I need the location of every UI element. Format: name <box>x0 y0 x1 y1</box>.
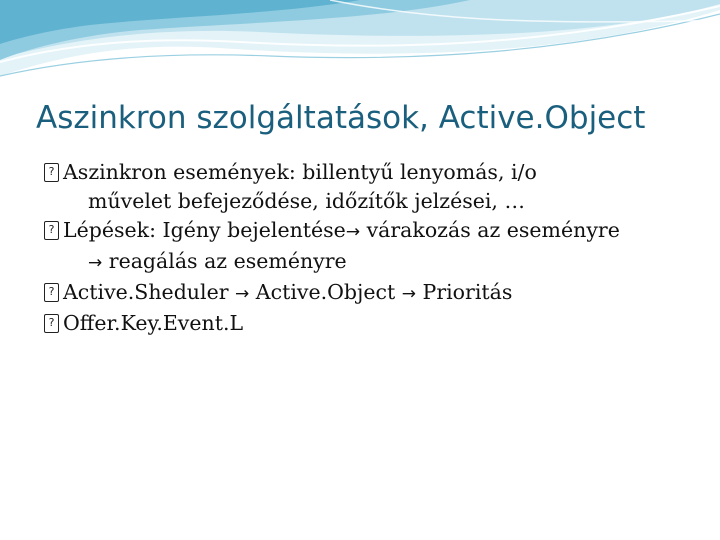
bullet-text: várakozás az eseményre <box>360 218 620 242</box>
bullet-item-offer-key-event <box>44 309 694 338</box>
arrow-right-icon: → <box>345 222 361 242</box>
bullet-text-continuation: művelet befejeződése, időzítők jelzései, … <box>88 189 525 213</box>
arrow-right-icon: → <box>88 253 103 273</box>
arrow-right-icon: → <box>235 284 250 304</box>
bullet-text: Lépések: Igény bejelentése <box>63 218 346 242</box>
bullet-icon: ? <box>44 283 59 302</box>
bullet-text: Aszinkron események: billentyű lenyomás, i/o <box>63 160 537 184</box>
bullet-icon: ? <box>44 221 59 240</box>
bullet-icon: ? <box>44 163 59 182</box>
bullet-text: Prioritás <box>416 280 513 304</box>
bullet-item-steps <box>44 216 694 278</box>
bullet-text: Active.Sheduler <box>63 280 236 304</box>
bullet-text: Active.Object <box>249 280 402 304</box>
bullet-list <box>44 158 694 338</box>
bullet-text-continuation: reagálás az eseményre <box>102 249 347 273</box>
header-wave-decoration <box>0 0 720 90</box>
bullet-text: Offer.Key.Event.L <box>63 311 244 335</box>
bullet-item-active-scheduler <box>44 278 694 309</box>
bullet-icon: ? <box>44 314 59 333</box>
slide-title: Aszinkron szolgáltatások, Active.Object <box>36 100 646 136</box>
arrow-right-icon: → <box>401 284 417 304</box>
bullet-item-async-events <box>44 158 694 216</box>
